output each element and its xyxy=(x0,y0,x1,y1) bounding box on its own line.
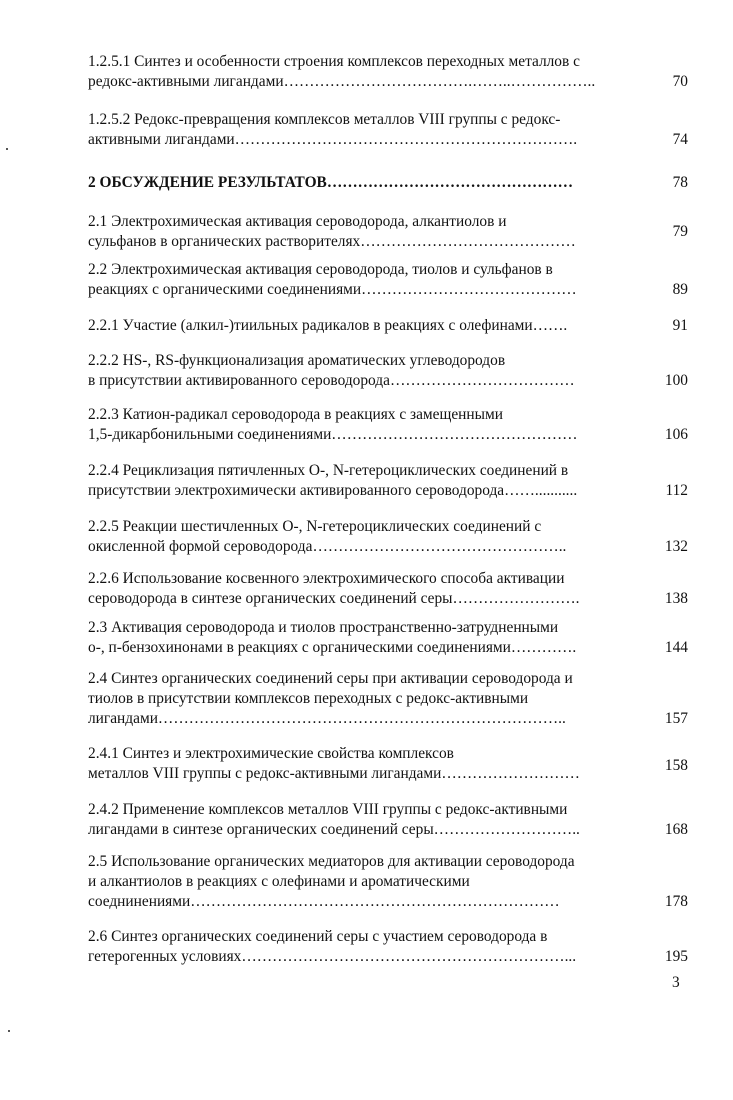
toc-entry-page: 144 xyxy=(664,639,688,656)
toc-entry-2 xyxy=(88,173,688,193)
toc-entry-2.4 xyxy=(88,669,688,729)
toc-entry-2.2.6 xyxy=(88,569,688,609)
toc-entry-title: 2.2.6 Использование косвенного электрохимического способа активации сероводорода в синтезе органических соединений серы……………………. xyxy=(88,570,580,607)
toc-entry-2.6 xyxy=(88,927,688,967)
toc-entry-1.2.5.1 xyxy=(88,52,688,92)
toc-entry-page: 178 xyxy=(664,893,688,910)
toc-entry-title: 2.2.3 Катион-радикал сероводорода в реакциях с замещенными 1,5-дикарбонильными соединениями………………………………………… xyxy=(88,406,578,443)
toc-entry-page: 89 xyxy=(672,281,688,298)
toc-entry-2.1 xyxy=(88,212,688,252)
toc-entry-title: 2.5 Использование органических медиаторов для активации сероводорода и алкантиолов в реакциях с олефинами и ароматическими соеднинениями……………………………………………………………… xyxy=(88,853,575,910)
toc-entry-2.2.5 xyxy=(88,517,688,557)
toc-entry-title: 2.2.1 Участие (алкил-)тиильных радикалов в реакциях с олефинами……. xyxy=(88,317,568,334)
toc-entry-page: 100 xyxy=(664,372,688,389)
toc-entry-2.2.4 xyxy=(88,461,688,501)
toc-entry-2.4.1 xyxy=(88,744,688,784)
toc-entry-title: 1.2.5.1 Синтез и особенности строения комплексов переходных металлов с редокс-активными лигандами……………………………….……..…………….. xyxy=(88,53,596,90)
toc-entry-title: 2.6 Синтез органических соединений серы с участием сероводорода в гетерогенных условиях………………………………………………………... xyxy=(88,928,577,965)
toc-entry-title: 2.3 Активация сероводорода и тиолов пространственно-затрудненными о-, п-бензохинонами в реакциях с органическими соединениями…………. xyxy=(88,619,577,656)
toc-entry-2.2.3 xyxy=(88,405,688,445)
toc-entry-2.4.2 xyxy=(88,800,688,840)
toc-entry-page: 195 xyxy=(664,948,688,965)
toc-entry-page: 106 xyxy=(664,426,688,443)
toc-entry-page: 70 xyxy=(672,73,688,90)
toc-entry-2.2 xyxy=(88,260,688,300)
toc-entry-1.2.5.2 xyxy=(88,110,688,150)
toc-entry-page: 158 xyxy=(664,757,688,774)
toc-entry-page: 138 xyxy=(664,590,688,607)
toc-entry-2.2.1 xyxy=(88,316,688,336)
toc-entry-page: 79 xyxy=(672,223,688,240)
toc-entry-title: 2.4.1 Синтез и электрохимические свойства комплексов металлов VIII группы с редокс-активными лигандами……………………… xyxy=(88,745,580,782)
scan-speck xyxy=(6,148,8,150)
toc-entry-page: 112 xyxy=(665,482,688,499)
page-number: 3 xyxy=(672,974,680,991)
toc-entry-page: 91 xyxy=(672,317,688,334)
toc-entry-page: 78 xyxy=(672,174,688,191)
toc-entry-2.2.2 xyxy=(88,351,688,391)
toc-entry-title: 2.2.5 Реакции шестичленных O-, N-гетероциклических соединений с окисленной формой сероводорода………………………………………….. xyxy=(88,518,567,555)
toc-entry-title: 2 ОБСУЖДЕНИЕ РЕЗУЛЬТАТОВ………………………………………… xyxy=(88,174,574,191)
toc-entry-page: 157 xyxy=(664,710,688,727)
toc-entry-title: 2.1 Электрохимическая активация сероводорода, алкантиолов и сульфанов в органических растворителях…………………………………… xyxy=(88,213,576,250)
toc-entry-title: 1.2.5.2 Редокс-превращения комплексов металлов VIII группы с редокс- активными лигандами…………………………………………………………. xyxy=(88,111,578,148)
toc-entry-title: 2.2.2 HS-, RS-функционализация ароматических углеводородов в присутствии активированного сероводорода……………………………… xyxy=(88,352,575,389)
toc-entry-title: 2.4 Синтез органических соединений серы при активации сероводорода и тиолов в присутствии комплексов переходных с редокс-активными лигандами…………………………………………………………………….. xyxy=(88,670,573,727)
toc-entry-page: 74 xyxy=(672,131,688,148)
toc-entry-title: 2.4.2 Применение комплексов металлов VIII группы с редокс-активными лигандами в синтезе органических соединений серы……………………….. xyxy=(88,801,580,838)
scan-speck xyxy=(8,1030,10,1032)
toc-entry-2.5 xyxy=(88,852,688,912)
toc-entry-title: 2.2 Электрохимическая активация сероводорода, тиолов и сульфанов в реакциях с органическими соединениями…………………………………… xyxy=(88,261,577,298)
toc-entry-page: 168 xyxy=(664,821,688,838)
toc-entry-2.3 xyxy=(88,618,688,658)
toc-entry-page: 132 xyxy=(664,538,688,555)
toc-entry-title: 2.2.4 Рециклизация пятичленных O-, N-гетероциклических соединений в присутствии электрохимически активированного сероводорода……........... xyxy=(88,462,578,499)
